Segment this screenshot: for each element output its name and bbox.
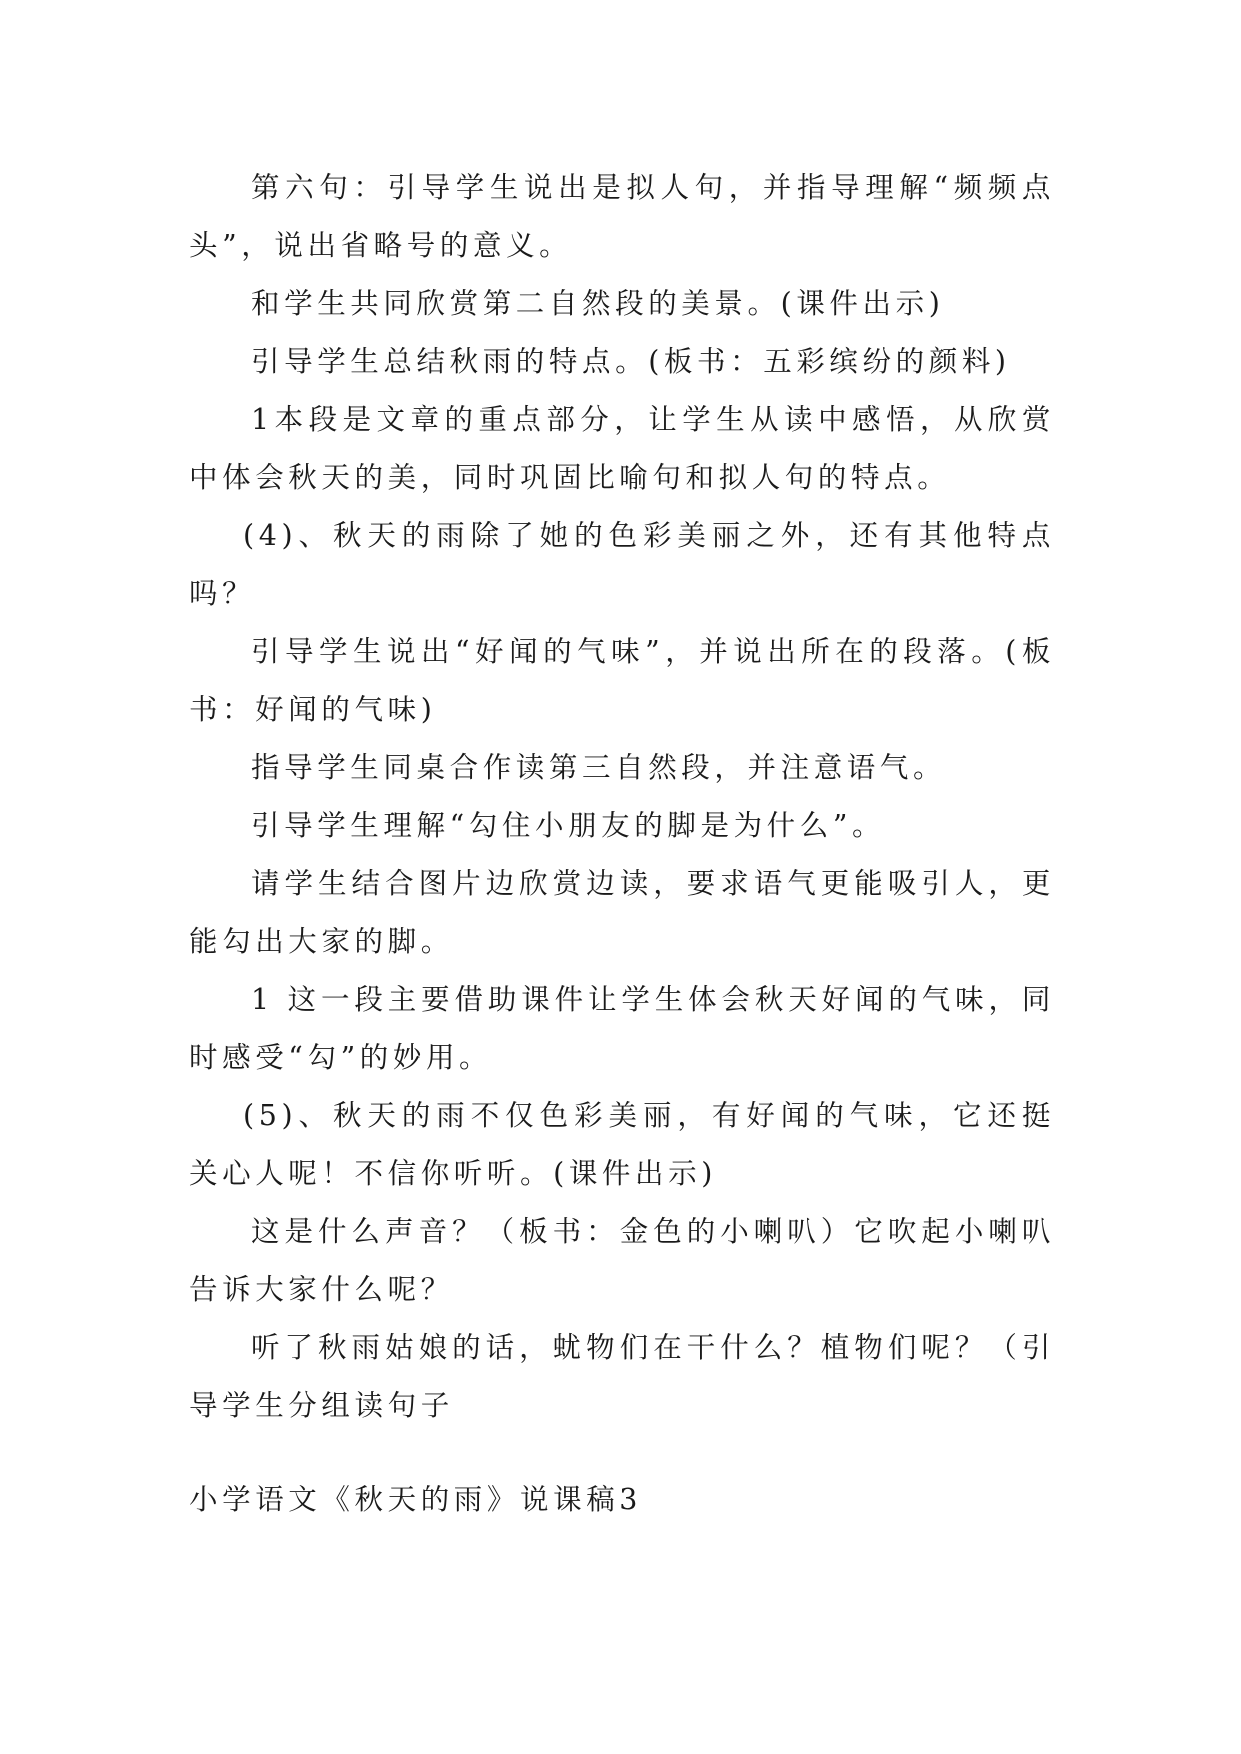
paragraph-10: 1 这一段主要借助课件让学生体会秋天好闻的气味，同时感受“勾”的妙用。 (189, 983, 1055, 1074)
paragraph-9: 请学生结合图片边欣赏边读，要求语气更能吸引人，更能勾出大家的脚。 (189, 867, 1055, 958)
paragraph-1: 第六句：引导学生说出是拟人句，并指导理解“频频点头”，说出省略号的意义。 (189, 171, 1055, 262)
paragraph-7: 指导学生同桌合作读第三自然段，并注意语气。 (251, 751, 947, 784)
paragraph-4: 1本段是文章的重点部分，让学生从读中感悟，从欣赏中体会秋天的美，同时巩固比喻句和拟人句的特点。 (189, 403, 1055, 494)
paragraph-5: (4)、秋天的雨除了她的色彩美丽之外，还有其他特点吗？ (189, 519, 1055, 610)
paragraph-12: 这是什么声音？（板书：金色的小喇叭）它吹起小喇叭告诉大家什么呢？ (189, 1215, 1055, 1306)
section-title: 小学语文《秋天的雨》说课稿3 (189, 1483, 643, 1516)
paragraph-3: 引导学生总结秋雨的特点。(板书：五彩缤纷的颜料) (251, 345, 1011, 378)
paragraph-6: 引导学生说出“好闻的气味”，并说出所在的段落。(板书：好闻的气味) (189, 635, 1055, 726)
body-text (189, 159, 1055, 1435)
paragraph-8: 引导学生理解“勾住小朋友的脚是为什么”。 (251, 809, 886, 842)
paragraph-13: 听了秋雨姑娘的话，蚘物们在干什么？植物们呢？（引导学生分组读句子 (189, 1331, 1055, 1422)
paragraph-11: (5)、秋天的雨不仅色彩美丽，有好闻的气味，它还挺关心人呢！不信你听听。(课件出示) (189, 1099, 1055, 1190)
paragraph-2: 和学生共同欣赏第二自然段的美景。(课件出示) (251, 287, 945, 320)
